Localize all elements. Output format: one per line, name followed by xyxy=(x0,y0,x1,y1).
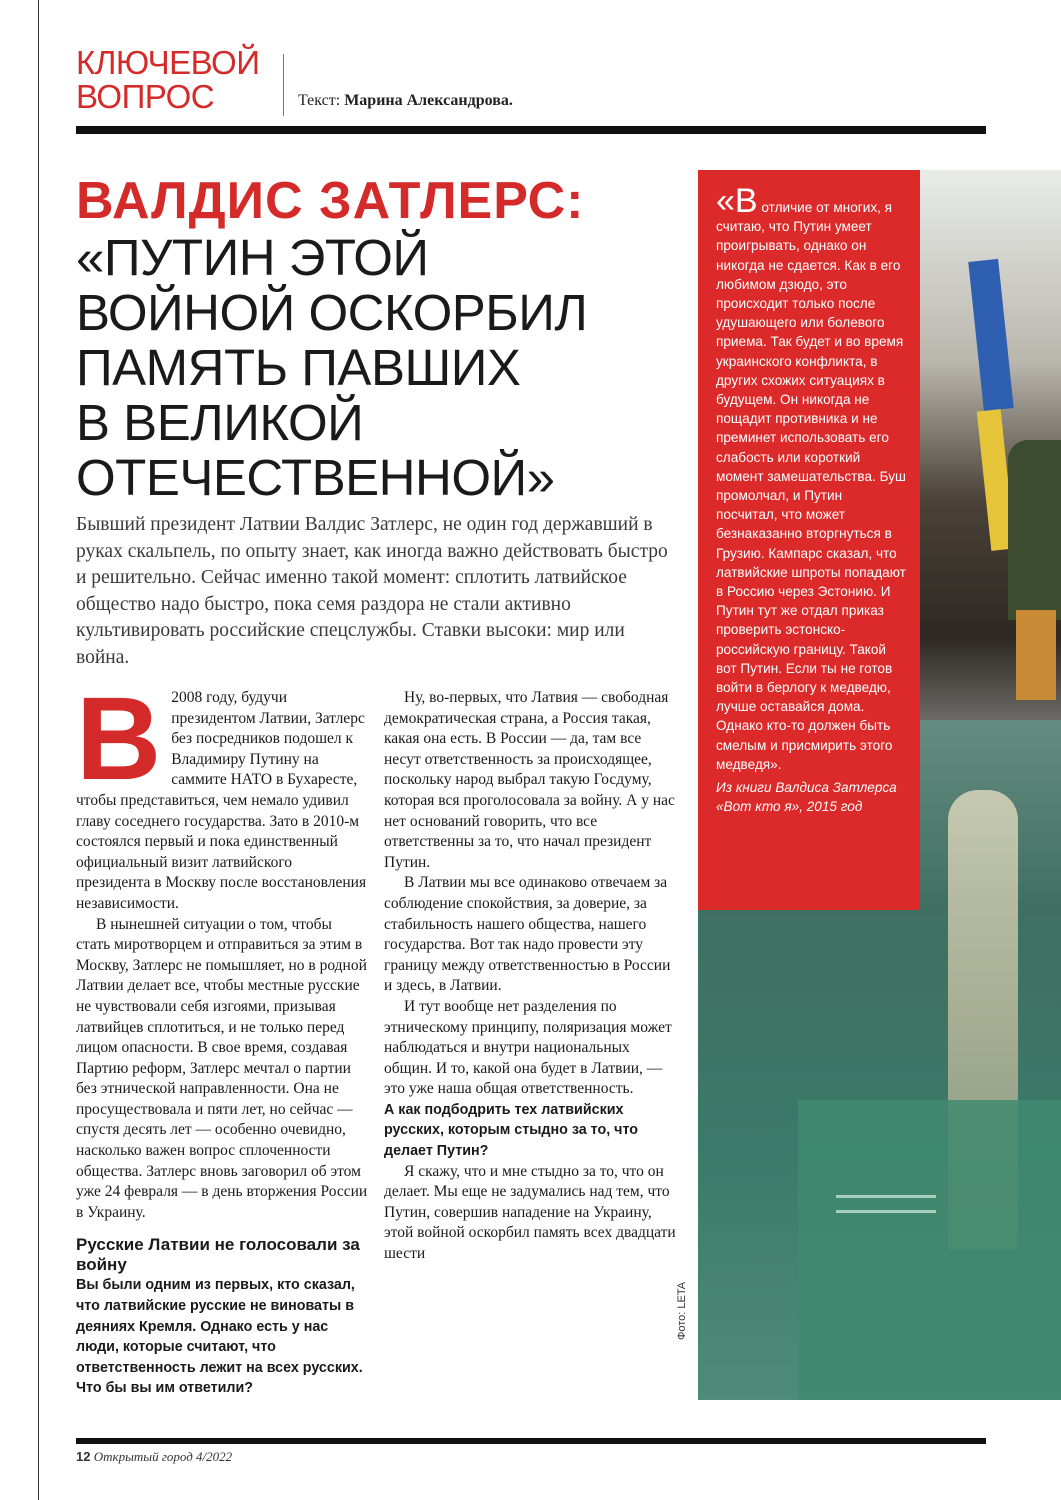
paragraph: Ну, во-первых, что Латвия — свободная демократическая страна, а Россия такая, какая она есть. В России — да, там все несут ответственность за происходящее, поскольку народ выбрал такую Госдуму, которая вся проголосовала за войну. А у нас нет оснований говорить, что все ответственны за то, что начал президент Путин. xyxy=(384,689,675,871)
drop-cap: В xyxy=(76,673,162,805)
headline-quote-line: В ВЕЛИКОЙ xyxy=(76,394,364,451)
headline-quote-line: ВОЙНОЙ ОСКОРБИЛ xyxy=(76,284,588,341)
paragraph: 2008 году, будучи президентом Латвии, Затлерс без посредников подошел к Владимиру Путину на саммите НАТО в Бухаресте, чтобы представиться, чем немало удивил главу соседнего государства. Зато в 2010-м состоялся первый и пока единственный официальный визит латвийского президента в Москву после восстановления независимости. xyxy=(76,689,367,912)
section-rubric xyxy=(76,46,281,114)
sidebar-source: Из книги Валдиса Затлерса «Вот кто я», 2015 год xyxy=(716,780,897,815)
sidebar-open-quote: «В xyxy=(716,182,758,220)
interview-question: А как подбодрить тех латвийских русских, которым стыдно за то, что делает Путин? xyxy=(384,1101,639,1160)
interview-question: Вы были одним из первых, кто сказал, что латвийские русские не виноваты в деяниях Кремля. Однако есть у нас люди, которые считают, что ответственность лежит на всех русских. Что бы вы им ответили? xyxy=(76,1277,363,1397)
headline-quote-line: «ПУТИН ЭТОЙ xyxy=(76,229,429,286)
headline-quote xyxy=(76,230,676,505)
subheading: Русские Латвии не голосовали за войну xyxy=(76,1235,360,1275)
top-rule xyxy=(76,126,986,134)
headline xyxy=(76,172,676,505)
person-figure-legs xyxy=(1016,610,1056,700)
bottom-rule xyxy=(76,1438,986,1444)
headline-quote-line: ПАМЯТЬ ПАВШИХ xyxy=(76,339,521,396)
photo-credit: Фото: LETA xyxy=(676,1281,688,1340)
quote-sidebar xyxy=(698,170,920,910)
headline-name: ВАЛДИС ЗАТЛЕРС: xyxy=(76,172,585,230)
rubric-line-2: ВОПРОС xyxy=(76,78,215,115)
paragraph: Я скажу, что и мне стыдно за то, что он делает. Мы еще не задумались над тем, что Путин, совершив нападение на Украину, этой войной оскорбил память всех двадцати шести xyxy=(384,1162,676,1263)
green-sign xyxy=(798,1100,1061,1400)
byline xyxy=(298,92,513,110)
page-edge-line xyxy=(38,0,39,1500)
rubric-divider xyxy=(283,54,284,116)
article-column-2 xyxy=(384,688,676,1265)
page-footer xyxy=(76,1449,232,1465)
paragraph: В нынешней ситуации о том, чтобы стать миротворцем и отправиться за этим в Москву, Затлерс не помышляет, но в родной Латвии делает все, чтобы местные русские не чувствовали себя изгоями, призывая латвийцев сплотиться, и не только перед лицом опасности. В свое время, создавая Партию реформ, Затлерс мечтал о партии без этнической направленности. Она не просуществовала и пяти лет, но сейчас — спустя десять лет — особенно очевидно, насколько важен вопрос сплоченности общества. Затлерс вновь заговорил об этом уже 24 февраля — в день вторжения России в Украину. xyxy=(76,915,368,1221)
paragraph: И тут вообще нет разделения по этническому принципу, поляризация может наблюдаться и внутри национальных общин. И то, какой она будет в Латвии, — это уже наша общая ответственность. xyxy=(384,997,672,1098)
headline-quote-line: ОТЕЧЕСТВЕННОЙ» xyxy=(76,449,555,506)
rubric-line-1: КЛЮЧЕВОЙ xyxy=(76,44,260,81)
lead-paragraph: Бывший президент Латвии Валдис Затлерс, не один год державший в руках скальпель, по опыту знает, как иногда важно действовать быстро и решительно. Сейчас именно такой момент: сплотить латвийское общество надо быстро, пока семя раздора не стали активно культивировать российские спецслужбы. Ставки высоки: мир или война. xyxy=(76,514,668,668)
byline-label: Текст: xyxy=(298,92,341,109)
sign-text-line xyxy=(836,1195,936,1198)
sidebar-quote-text: отличие от многих, я считаю, что Путин умеет проигрывать, однако он никогда не сдается. Как в его любимом дзюдо, это происходит только после удушающего или болевого приема. Так будет и во время украинского конфликта, в других схожих ситуациях в будущем. Он никогда не пощадит противника и не преминет использовать его слабость или короткий момент замешательства. Буш промолчал, и Путин посчитал, что может безнаказанно вторгнуться в Грузию. Кампарс сказал, что латвийские шпроты попадают в Россию через Эстонию. И Путин тут же отдал приказ проверить эстонско-российскую границу. Такой вот Путин. Если ты не готов войти в берлогу к медведю, лучше оставайся дома. Однако кто-то должен быть смелым и присмирить этого медведя». xyxy=(716,200,906,772)
article-column-1 xyxy=(76,673,368,1399)
person-figure xyxy=(1008,440,1061,620)
sign-text-line xyxy=(836,1210,936,1213)
paragraph: В Латвии мы все одинаково отвечаем за соблюдение спокойствия, за доверие, за стабильность нашего общества, нашего государства. Вот так надо провести эту границу между ответственностью в России и здесь, в Латвии. xyxy=(384,874,671,995)
magazine-issue: Открытый город 4/2022 xyxy=(93,1449,233,1464)
byline-author: Марина Александрова. xyxy=(344,92,513,109)
page-number: 12 xyxy=(76,1449,91,1464)
